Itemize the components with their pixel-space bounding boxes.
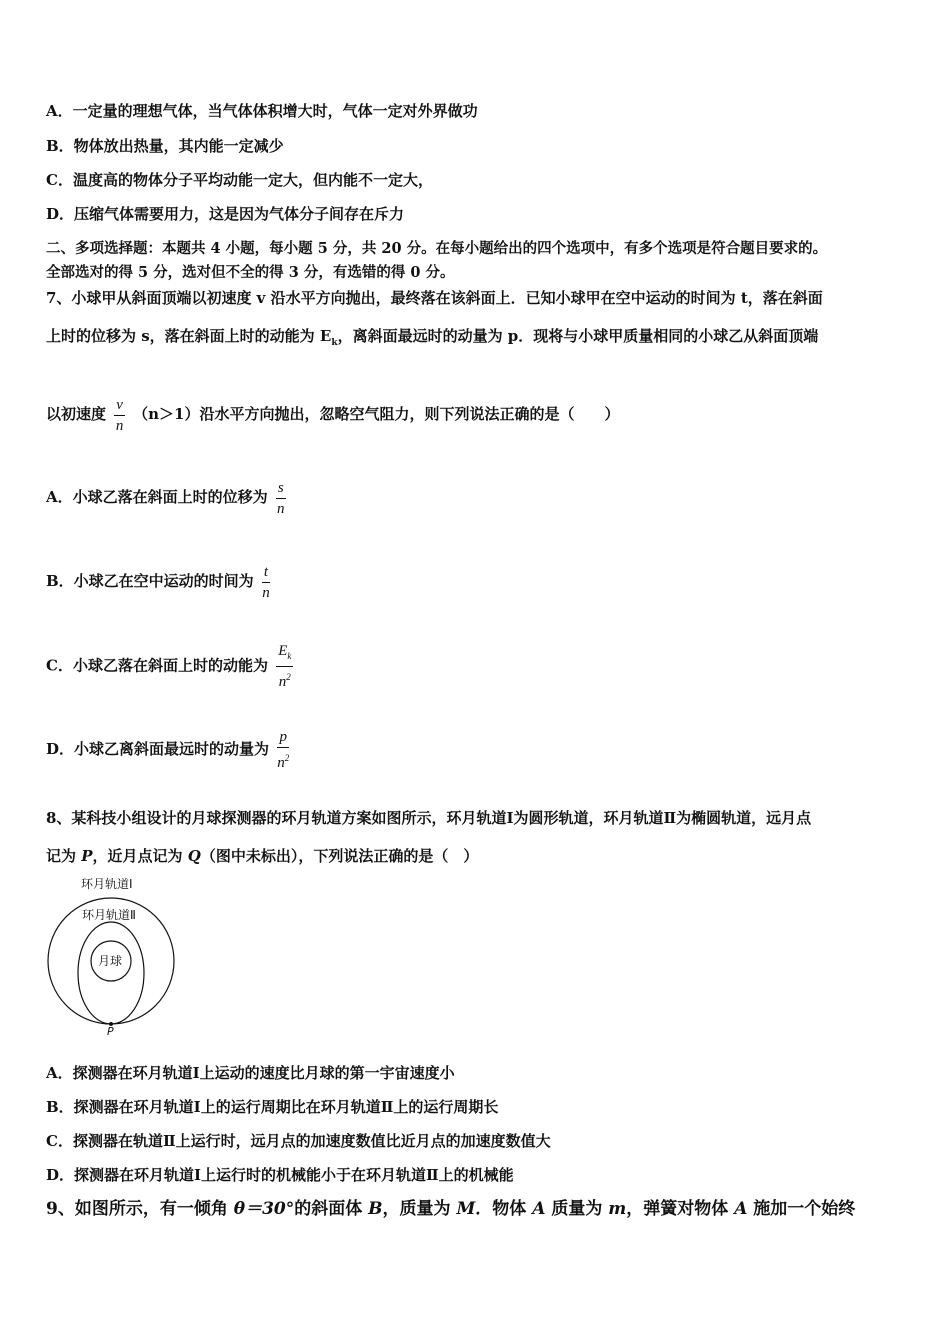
q7-stem-line2: 上时的位移为 s，落在斜面上时的动能为 $E_k$，离斜面最远时的动量为 p．现将与小球甲质量相同的小球乙从斜面顶端 xyxy=(46,327,819,348)
orbit-diagram xyxy=(44,872,184,1037)
orbit-2-label: 环月轨道Ⅱ xyxy=(82,908,136,922)
section-2-heading: 二、多项选择题：本题共 4 小题，每小题 5 分，共 20 分。在每小题给出的四个选项中，有多个选项是符合题目要求的。 xyxy=(46,240,828,257)
q8-stem-line2: 记为 P，近月点记为 Q（图中未标出），下列说法正确的是（ ） xyxy=(46,847,479,865)
q8-option-b: B．探测器在环月轨道Ⅰ上的运行周期比在环月轨道Ⅱ上的运行周期长 xyxy=(46,1098,499,1116)
section-2-scoring: 全部选对的得 5 分，选对但不全的得 3 分，有选错的得 0 分。 xyxy=(46,264,455,281)
fraction-ek-over-n2: $\frac{E_k}{n^2}$ xyxy=(278,643,292,690)
q6-option-a: A．一定量的理想气体，当气体体积增大时，气体一定对外界做功 xyxy=(46,102,478,120)
fraction-v-over-n: $\frac{v}{n}$ xyxy=(115,396,124,434)
q6-option-c: C．温度高的物体分子平均动能一定大，但内能不一定大， xyxy=(46,171,433,189)
q7-stem-line3: 以初速度 $\frac{v}{n}$ （n＞1）沿水平方向抛出，忽略空气阻力，则下列说法正确的是（ ） xyxy=(46,396,620,434)
q6-option-d: D．压缩气体需要用力，这是因为气体分子间存在斥力 xyxy=(46,205,405,223)
q8-option-c: C．探测器在轨道Ⅱ上运行时，远月点的加速度数值比近月点的加速度数值大 xyxy=(46,1132,551,1150)
fraction-s-over-n: $\frac{s}{n}$ xyxy=(277,479,285,517)
q8-option-a: A．探测器在环月轨道Ⅰ上运动的速度比月球的第一宇宙速度小 xyxy=(46,1064,455,1082)
orbit-1-label: 环月轨道Ⅰ xyxy=(81,877,133,891)
q7-option-d: D．小球乙离斜面最远时的动量为 $\frac{p}{n^2}$ xyxy=(46,729,290,771)
q7-option-a: A．小球乙落在斜面上时的位移为 $\frac{s}{n}$ xyxy=(46,479,285,517)
fraction-p-over-n2: $\frac{p}{n^2}$ xyxy=(277,729,290,771)
q6-option-b: B．物体放出热量，其内能一定减少 xyxy=(46,137,284,155)
point-p-label: P xyxy=(107,1025,114,1037)
q8-stem-line1: 8、某科技小组设计的月球探测器的环月轨道方案如图所示，环月轨道Ⅰ为圆形轨道，环月轨道Ⅱ为椭圆轨道，远月点 xyxy=(46,809,812,827)
q8-option-d: D．探测器在环月轨道Ⅰ上运行时的机械能小于在环月轨道Ⅱ上的机械能 xyxy=(46,1166,514,1184)
q7-option-c: C．小球乙落在斜面上时的动能为 $\frac{E_k}{n^2}$ xyxy=(46,643,292,690)
fraction-t-over-n: $\frac{t}{n}$ xyxy=(262,563,270,601)
moon-label: 月球 xyxy=(98,954,123,968)
q7-option-b: B．小球乙在空中运动的时间为 $\frac{t}{n}$ xyxy=(46,563,270,601)
q9-stem-line1: 9、如图所示，有一倾角 θ＝30°的斜面体 B，质量为 M．物体 A 质量为 m，弹簧对物体 A 施加一个始终 xyxy=(46,1199,856,1219)
orbit-2-ellipse xyxy=(78,922,144,1024)
q7-stem-line1: 7、小球甲从斜面顶端以初速度 v 沿水平方向抛出，最终落在该斜面上．已知小球甲在空中运动的时间为 t，落在斜面 xyxy=(46,289,823,307)
